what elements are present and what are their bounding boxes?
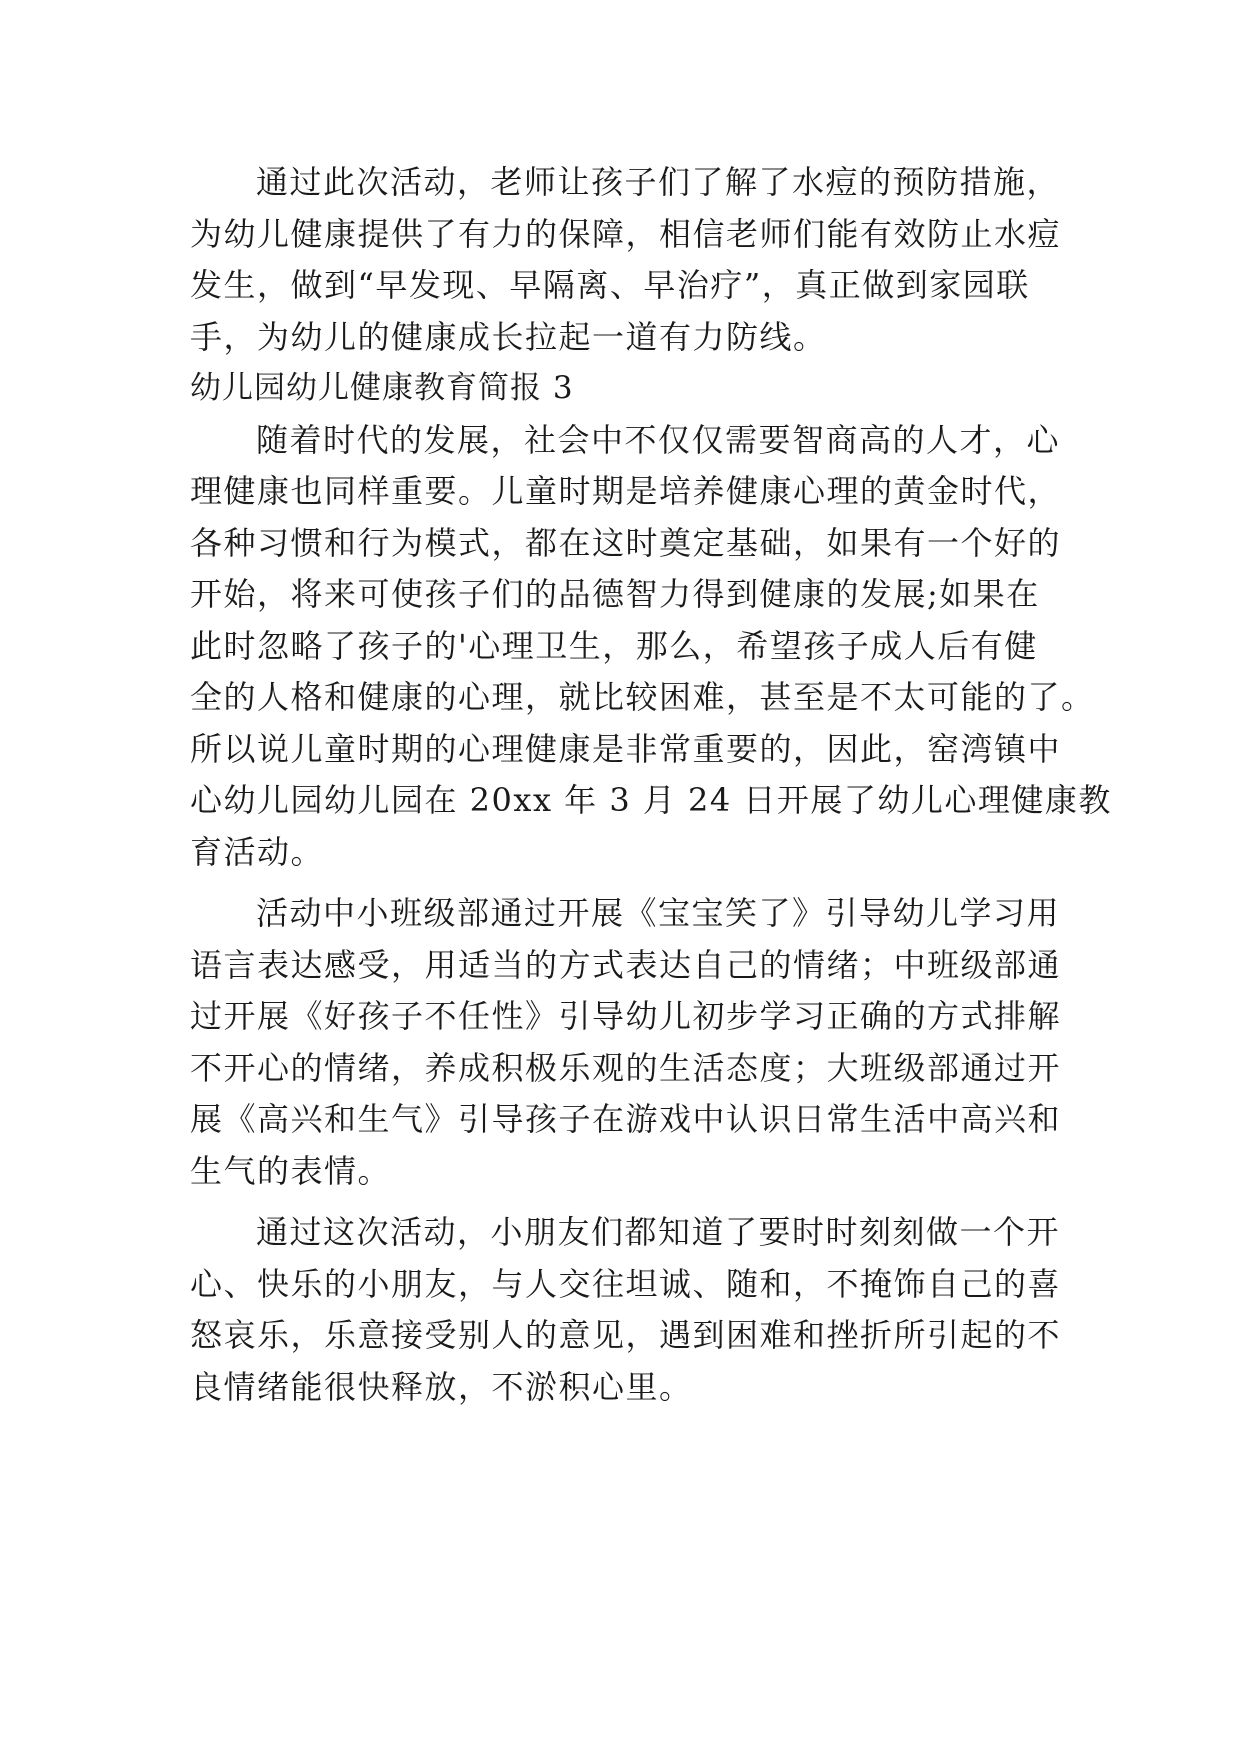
paragraph-line: 良情绪能很快释放，不淤积心里。: [190, 1367, 693, 1406]
paragraph-line: 全的人格和健康的心理，就比较困难，甚至是不太可能的了。: [190, 678, 1095, 716]
paragraph-line: 展《高兴和生气》引导孩子在游戏中认识日常生活中高兴和: [190, 1100, 1062, 1138]
paragraph-line: 通过此次活动，老师让孩子们了解了水痘的预防措施，: [256, 163, 1061, 201]
section-heading: [190, 363, 1050, 415]
paragraph-line: 开始，将来可使孩子们的品德智力得到健康的发展;如果在: [190, 575, 1040, 613]
paragraph-2: [190, 415, 1112, 879]
paragraph-line: 所以说儿童时期的心理健康是非常重要的，因此，窑湾镇中: [190, 729, 1062, 768]
paragraph-line: 手，为幼儿的健康成长拉起一道有力防线。: [190, 317, 827, 356]
paragraph-line: 通过这次活动，小朋友们都知道了要时时刻刻做一个开: [256, 1213, 1061, 1251]
paragraph-3: [190, 888, 1062, 1197]
paragraph-line: 发生，做到“早发现、早隔离、早治疗”，真正做到家园联: [190, 266, 1030, 304]
paragraph-line: 心、快乐的小朋友，与人交往坦诚、随和，不掩饰自己的喜: [190, 1264, 1062, 1303]
paragraph-1: [190, 157, 1062, 363]
paragraph-line: 语言表达感受，用适当的方式表达自己的情绪；中班级部通: [190, 945, 1062, 984]
paragraph-line: 活动中小班级部通过开展《宝宝笑了》引导幼儿学习用: [256, 894, 1061, 932]
paragraph-line: 育活动。: [190, 832, 325, 871]
paragraph-line: 过开展《好孩子不任性》引导幼儿初步学习正确的方式排解: [190, 997, 1062, 1035]
document-body: [190, 157, 1112, 1413]
paragraph-4: [190, 1207, 1062, 1413]
section-heading-text: 幼儿园幼儿健康教育简报 3: [190, 370, 574, 406]
paragraph-line: 怒哀乐，乐意接受别人的意见，遇到困难和挫折所引起的不: [190, 1316, 1062, 1354]
paragraph-line: 生气的表情。: [190, 1151, 392, 1190]
paragraph-line: 各种习惯和行为模式，都在这时奠定基础，如果有一个好的: [190, 523, 1062, 562]
paragraph-line: 不开心的情绪，养成积极乐观的生活态度；大班级部通过开: [190, 1048, 1062, 1087]
paragraph-line: 为幼儿健康提供了有力的保障，相信老师们能有效防止水痘: [190, 214, 1062, 253]
paragraph-line: 随着时代的发展，社会中不仅仅需要智商高的人才，心: [256, 420, 1061, 459]
paragraph-line: 理健康也同样重要。儿童时期是培养健康心理的黄金时代，: [190, 472, 1062, 510]
paragraph-line: 此时忽略了孩子的'心理卫生，那么，希望孩子成人后有健: [190, 626, 1038, 665]
paragraph-line: 心幼儿园幼儿园在 20xx 年 3 月 24 日开展了幼儿心理健康教: [190, 781, 1112, 819]
